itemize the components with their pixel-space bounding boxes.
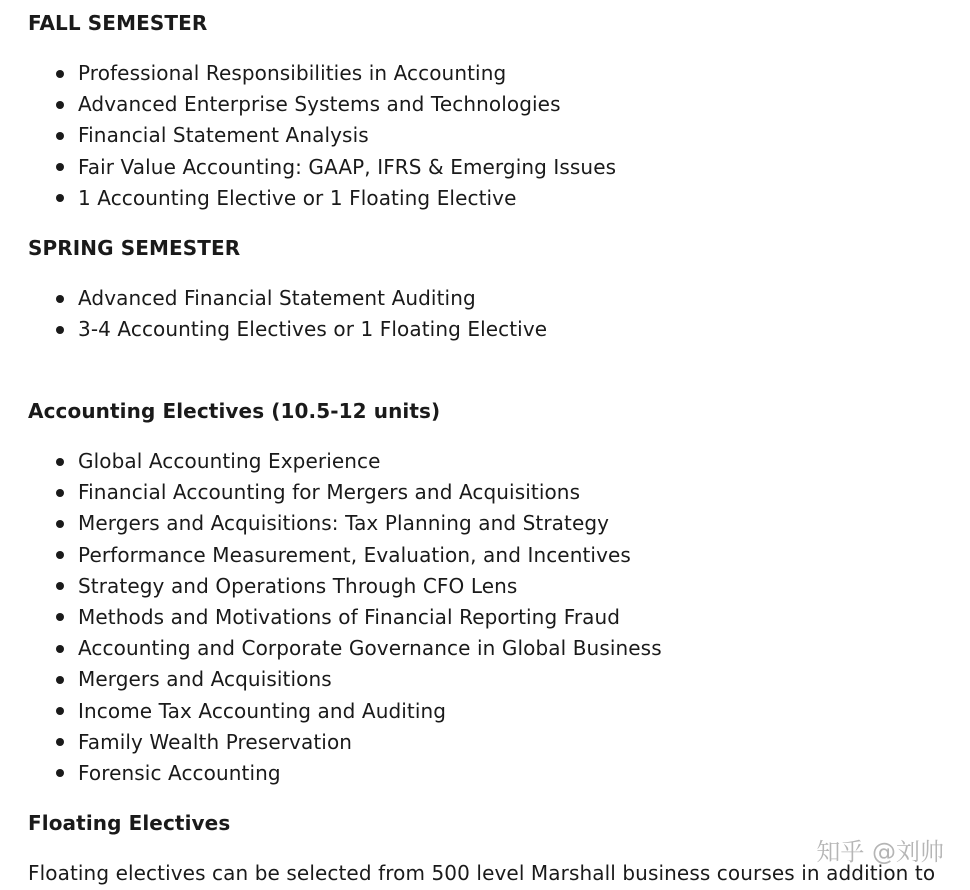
list-item <box>28 571 662 602</box>
list-item-text: 3-4 Accounting Electives or 1 Floating Elective <box>78 317 548 342</box>
fall-semester-list <box>28 58 616 214</box>
list-item <box>28 696 662 727</box>
list-item <box>28 664 662 695</box>
bullet-icon <box>56 520 64 528</box>
list-item <box>28 477 662 508</box>
bullet-icon <box>56 582 64 590</box>
list-item <box>28 602 662 633</box>
bullet-icon <box>56 645 64 653</box>
list-item <box>28 283 547 314</box>
bullet-icon <box>56 194 64 202</box>
list-item-text: Mergers and Acquisitions <box>78 667 332 692</box>
list-item <box>28 89 616 120</box>
list-item-text: Financial Statement Analysis <box>78 123 369 148</box>
list-item <box>28 58 616 89</box>
bullet-icon <box>56 707 64 715</box>
list-item-text: Accounting and Corporate Governance in Global Business <box>78 636 662 661</box>
list-item <box>28 152 616 183</box>
bullet-icon <box>56 132 64 140</box>
list-item-text: Advanced Financial Statement Auditing <box>78 286 476 310</box>
list-item <box>28 758 662 789</box>
list-item <box>28 120 616 151</box>
bullet-icon <box>56 738 64 746</box>
spring-semester-heading: SPRING SEMESTER <box>28 236 241 260</box>
bullet-icon <box>56 295 64 303</box>
list-item <box>28 727 662 758</box>
bullet-icon <box>56 326 64 334</box>
spring-semester-list <box>28 283 547 345</box>
list-item <box>28 183 616 214</box>
accounting-electives-heading: Accounting Electives (10.5-12 units) <box>28 399 441 423</box>
list-item-text: 1 Accounting Elective or 1 Floating Elective <box>78 185 517 210</box>
floating-electives-paragraph: Floating electives can be selected from 500 level Marshall business courses in addition to <box>28 861 936 885</box>
list-item-text: Methods and Motivations of Financial Reporting Fraud <box>78 604 621 629</box>
list-item <box>28 540 662 571</box>
bullet-icon <box>56 101 64 109</box>
list-item <box>28 508 662 539</box>
list-item <box>28 446 662 477</box>
bullet-icon <box>56 551 64 559</box>
list-item-text: Performance Measurement, Evaluation, and Incentives <box>78 542 631 567</box>
bullet-icon <box>56 676 64 684</box>
bullet-icon <box>56 163 64 171</box>
list-item-text: Forensic Accounting <box>78 760 281 785</box>
list-item-text: Income Tax Accounting and Auditing <box>78 698 447 723</box>
list-item-text: Fair Value Accounting: GAAP, IFRS & Emerging Issues <box>78 154 617 179</box>
bullet-icon <box>56 769 64 777</box>
bullet-icon <box>56 458 64 466</box>
fall-semester-heading: FALL SEMESTER <box>28 11 208 35</box>
bullet-icon <box>56 613 64 621</box>
list-item <box>28 633 662 664</box>
list-item-text: Family Wealth Preservation <box>78 729 353 754</box>
list-item-text: Financial Accounting for Mergers and Acquisitions <box>78 480 581 505</box>
list-item-text: Mergers and Acquisitions: Tax Planning and Strategy <box>78 511 610 536</box>
list-item-text: Professional Responsibilities in Accounting <box>78 61 507 85</box>
accounting-electives-list <box>28 446 662 789</box>
zhihu-watermark: 知乎 @刘帅 <box>816 838 944 866</box>
list-item-text: Advanced Enterprise Systems and Technologies <box>78 92 561 117</box>
list-item <box>28 314 547 345</box>
list-item-text: Strategy and Operations Through CFO Lens <box>78 573 518 598</box>
bullet-icon <box>56 489 64 497</box>
bullet-icon <box>56 70 64 78</box>
list-item-text: Global Accounting Experience <box>78 449 381 473</box>
floating-electives-heading: Floating Electives <box>28 811 231 835</box>
